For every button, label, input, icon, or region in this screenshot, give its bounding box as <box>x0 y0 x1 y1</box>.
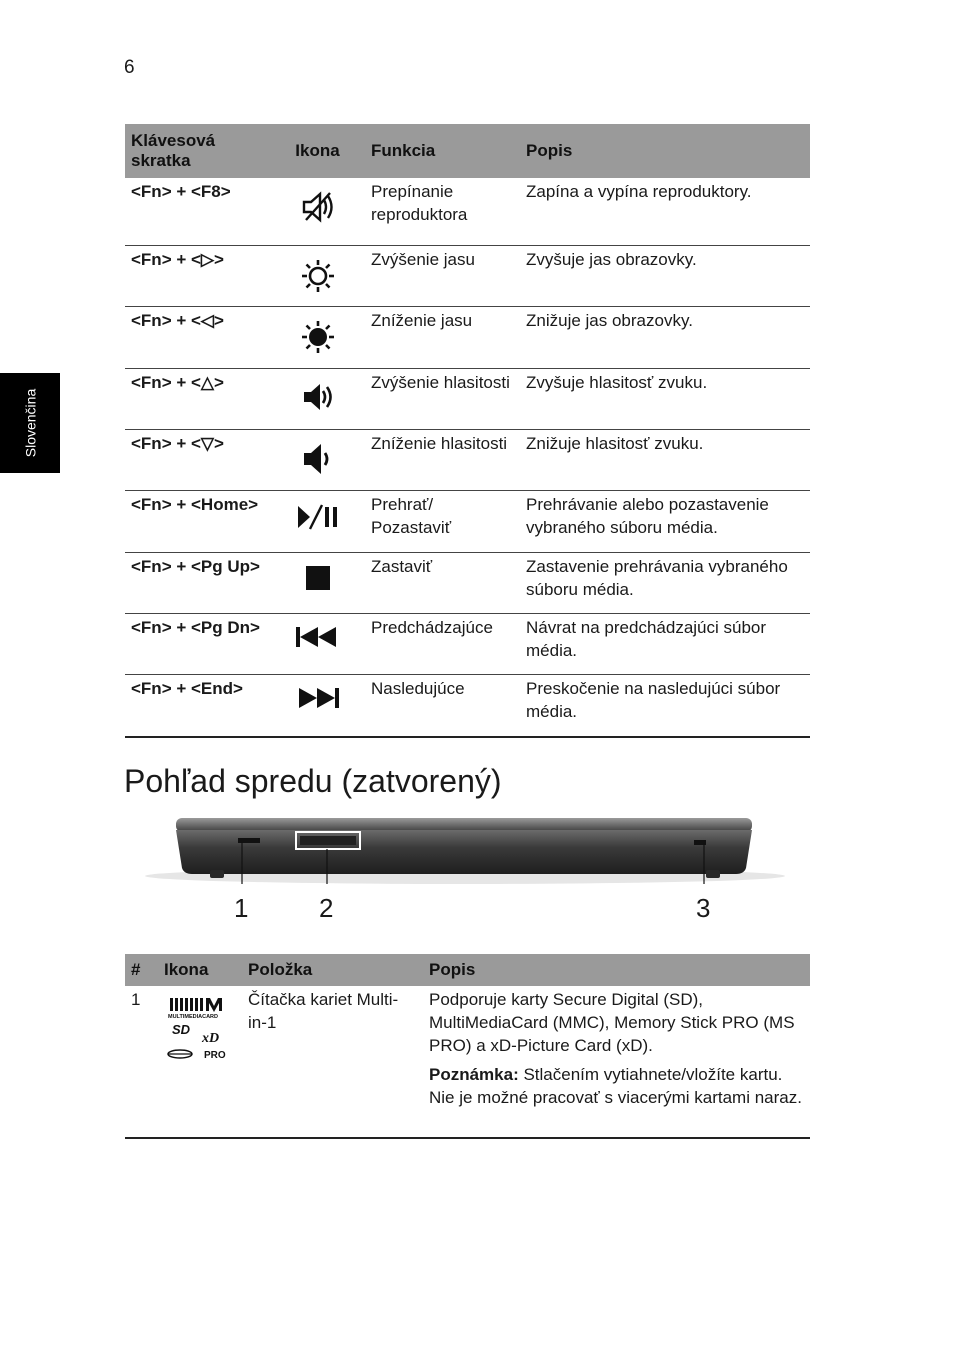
speaker-toggle-icon <box>300 190 336 224</box>
table-row <box>125 245 810 306</box>
xd-logo-text: xD <box>202 1031 220 1046</box>
card-reader-icon <box>164 998 234 1062</box>
component-table-header <box>125 954 810 986</box>
play-pause-icon <box>296 503 340 531</box>
function-name: Zníženie hlasitosti <box>365 429 520 490</box>
header-icon: Ikona <box>158 954 242 986</box>
function-name: Zvýšenie jasu <box>365 245 520 306</box>
table-row <box>125 674 810 737</box>
function-name: Zastaviť <box>365 552 520 613</box>
table-row <box>125 490 810 552</box>
callout-2: 2 <box>319 893 334 923</box>
component-table <box>125 954 810 1139</box>
table-row <box>125 368 810 429</box>
language-side-tab <box>0 373 60 473</box>
item-number: 1 <box>125 986 158 1138</box>
table-row <box>125 986 810 1138</box>
function-description: Zvyšuje hlasitosť zvuku. <box>520 368 810 429</box>
stop-icon <box>305 565 331 591</box>
page-number: 6 <box>124 57 135 78</box>
section-title: Pohľad spredu (zatvorený) <box>124 763 502 799</box>
function-description: Znižuje hlasitosť zvuku. <box>520 429 810 490</box>
table-row <box>125 429 810 490</box>
shortcut-key: <Fn> + <Pg Dn> <box>125 613 270 674</box>
mmc-logo-text: MULTIMEDIACARD <box>168 1014 219 1020</box>
table-row <box>125 552 810 613</box>
previous-track-icon <box>295 626 341 648</box>
sd-logo-text: SD <box>172 1022 191 1037</box>
function-description: Preskočenie na nasledujúci súbor média. <box>520 674 810 737</box>
shortcut-key: <Fn> + <End> <box>125 674 270 737</box>
function-description: Zvyšuje jas obrazovky. <box>520 245 810 306</box>
header-icon: Ikona <box>270 124 365 178</box>
header-item: Položka <box>242 954 423 986</box>
item-name: Čítačka kariet Multi-in-1 <box>242 986 423 1138</box>
table-row <box>125 613 810 674</box>
function-name: Prehrať/ Pozastaviť <box>365 490 520 552</box>
shortcut-key: <Fn> + <▷> <box>125 245 270 306</box>
note-label: Poznámka: <box>429 1065 519 1084</box>
table-row <box>125 178 810 245</box>
function-description: Prehrávanie alebo pozastavenie vybraného súboru média. <box>520 490 810 552</box>
note-text: Stlačením vytiahnete/vložíte kartu. Nie je možné pracovať s viacerými kartami naraz. <box>429 1065 802 1107</box>
note <box>429 1063 804 1109</box>
item-description <box>423 986 810 1138</box>
header-number: # <box>125 954 158 986</box>
function-description: Zastavenie prehrávania vybraného súboru média. <box>520 552 810 613</box>
function-name: Nasledujúce <box>365 674 520 737</box>
function-name: Zníženie jasu <box>365 306 520 368</box>
pro-logo-text: PRO <box>204 1050 226 1061</box>
function-description: Návrat na predchádzajúci súbor média. <box>520 613 810 674</box>
function-name: Zvýšenie hlasitosti <box>365 368 520 429</box>
language-label: Slovenčina <box>22 388 38 458</box>
hotkey-table <box>125 124 810 738</box>
next-track-icon <box>295 687 341 709</box>
volume-up-icon <box>301 381 335 413</box>
shortcut-key: <Fn> + <▽> <box>125 429 270 490</box>
function-description: Znižuje jas obrazovky. <box>520 306 810 368</box>
callout-1: 1 <box>234 893 249 923</box>
header-shortcut: Klávesová skratka <box>125 124 270 178</box>
shortcut-key: <Fn> + <Pg Up> <box>125 552 270 613</box>
function-description: Zapína a vypína reproduktory. <box>520 178 810 245</box>
brightness-down-icon <box>300 319 336 355</box>
brightness-up-icon <box>300 258 336 294</box>
function-name: Predchádzajúce <box>365 613 520 674</box>
header-function: Funkcia <box>365 124 520 178</box>
shortcut-key: <Fn> + <F8> <box>125 178 270 245</box>
table-row <box>125 306 810 368</box>
hotkey-table-header <box>125 124 810 178</box>
header-description: Popis <box>520 124 810 178</box>
description-text: Podporuje karty Secure Digital (SD), MultiMediaCard (MMC), Memory Stick PRO (MS PRO) a xD-Picture Card (xD). <box>429 990 795 1055</box>
shortcut-key: <Fn> + <Home> <box>125 490 270 552</box>
shortcut-key: <Fn> + <△> <box>125 368 270 429</box>
function-name: Prepínanie reproduktora <box>365 178 520 245</box>
volume-down-icon <box>301 442 335 476</box>
shortcut-key: <Fn> + <◁> <box>125 306 270 368</box>
header-description: Popis <box>423 954 810 986</box>
callout-3: 3 <box>696 893 711 923</box>
